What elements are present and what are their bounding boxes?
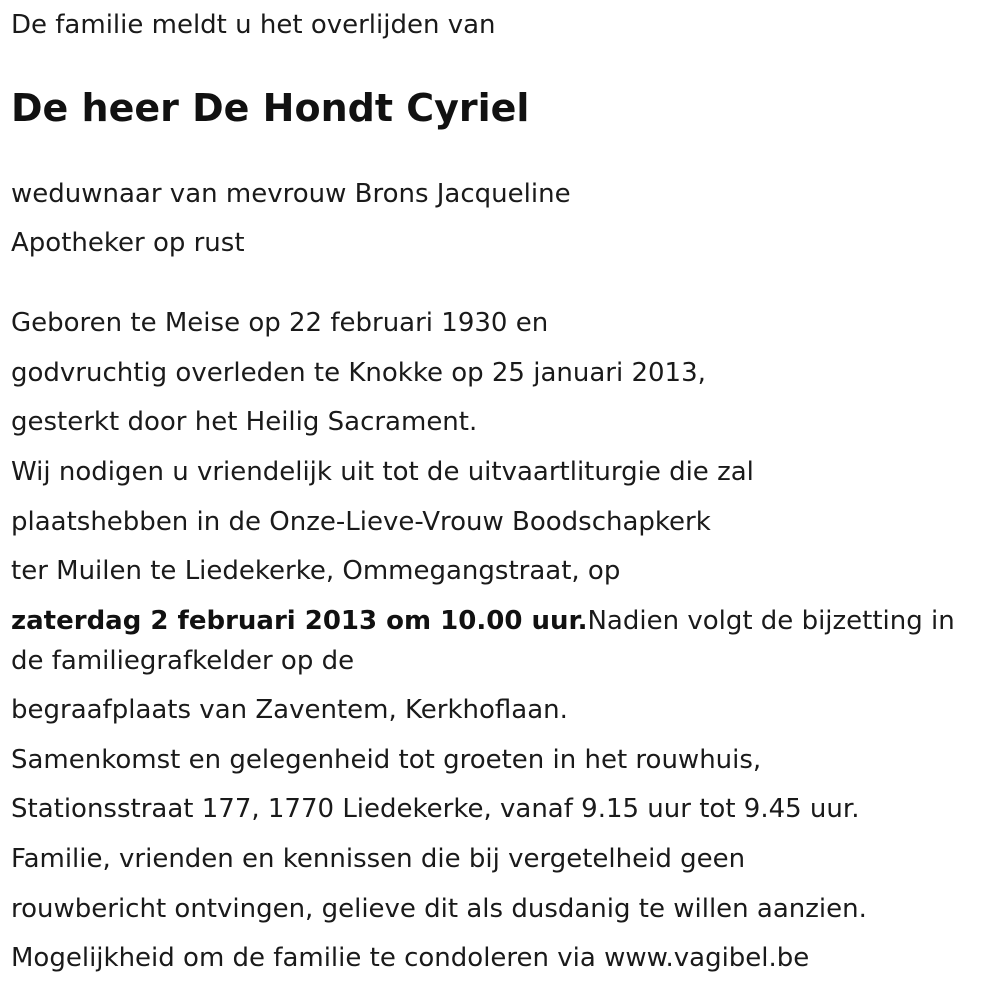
funeral-paragraph — [11, 601, 986, 681]
body-line: ter Muilen te Liedekerke, Ommegangstraat, op — [11, 556, 621, 586]
closing-line: Stationsstraat 177, 1770 Liedekerke, vanaf 9.15 uur tot 9.45 uur. — [11, 794, 860, 824]
body-line: plaatshebben in de Onze-Lieve-Vrouw Boodschapkerk — [11, 507, 711, 537]
closing-line: Familie, vrienden en kennissen die bij vergetelheid geen — [11, 844, 746, 874]
body-line: Wij nodigen u vriendelijk uit tot de uitvaartliturgie die zal — [11, 457, 754, 487]
closing-line: Mogelijkheid om de familie te condoleren via www.vagibel.be — [11, 943, 810, 973]
funeral-datetime: zaterdag 2 februari 2013 om 10.00 uur. — [11, 606, 588, 636]
burial-text: Nadien volgt de bijzetting in de familiegrafkelder op de — [11, 606, 955, 676]
body-line: godvruchtig overleden te Knokke op 25 januari 2013, — [11, 358, 706, 388]
body-line: Geboren te Meise op 22 februari 1930 en — [11, 308, 549, 338]
body-line: gesterkt door het Heilig Sacrament. — [11, 407, 478, 437]
deceased-name: De heer De Hondt Cyriel — [11, 86, 530, 130]
closing-line: begraafplaats van Zaventem, Kerkhoflaan. — [11, 695, 568, 725]
relation-text: weduwnaar van mevrouw Brons Jacqueline — [11, 179, 571, 209]
closing-line: Samenkomst en gelegenheid tot groeten in het rouwhuis, — [11, 745, 762, 775]
profession-text: Apotheker op rust — [11, 228, 245, 258]
intro-text: De familie meldt u het overlijden van — [11, 10, 496, 40]
closing-line: rouwbericht ontvingen, gelieve dit als dusdanig te willen aanzien. — [11, 894, 867, 924]
